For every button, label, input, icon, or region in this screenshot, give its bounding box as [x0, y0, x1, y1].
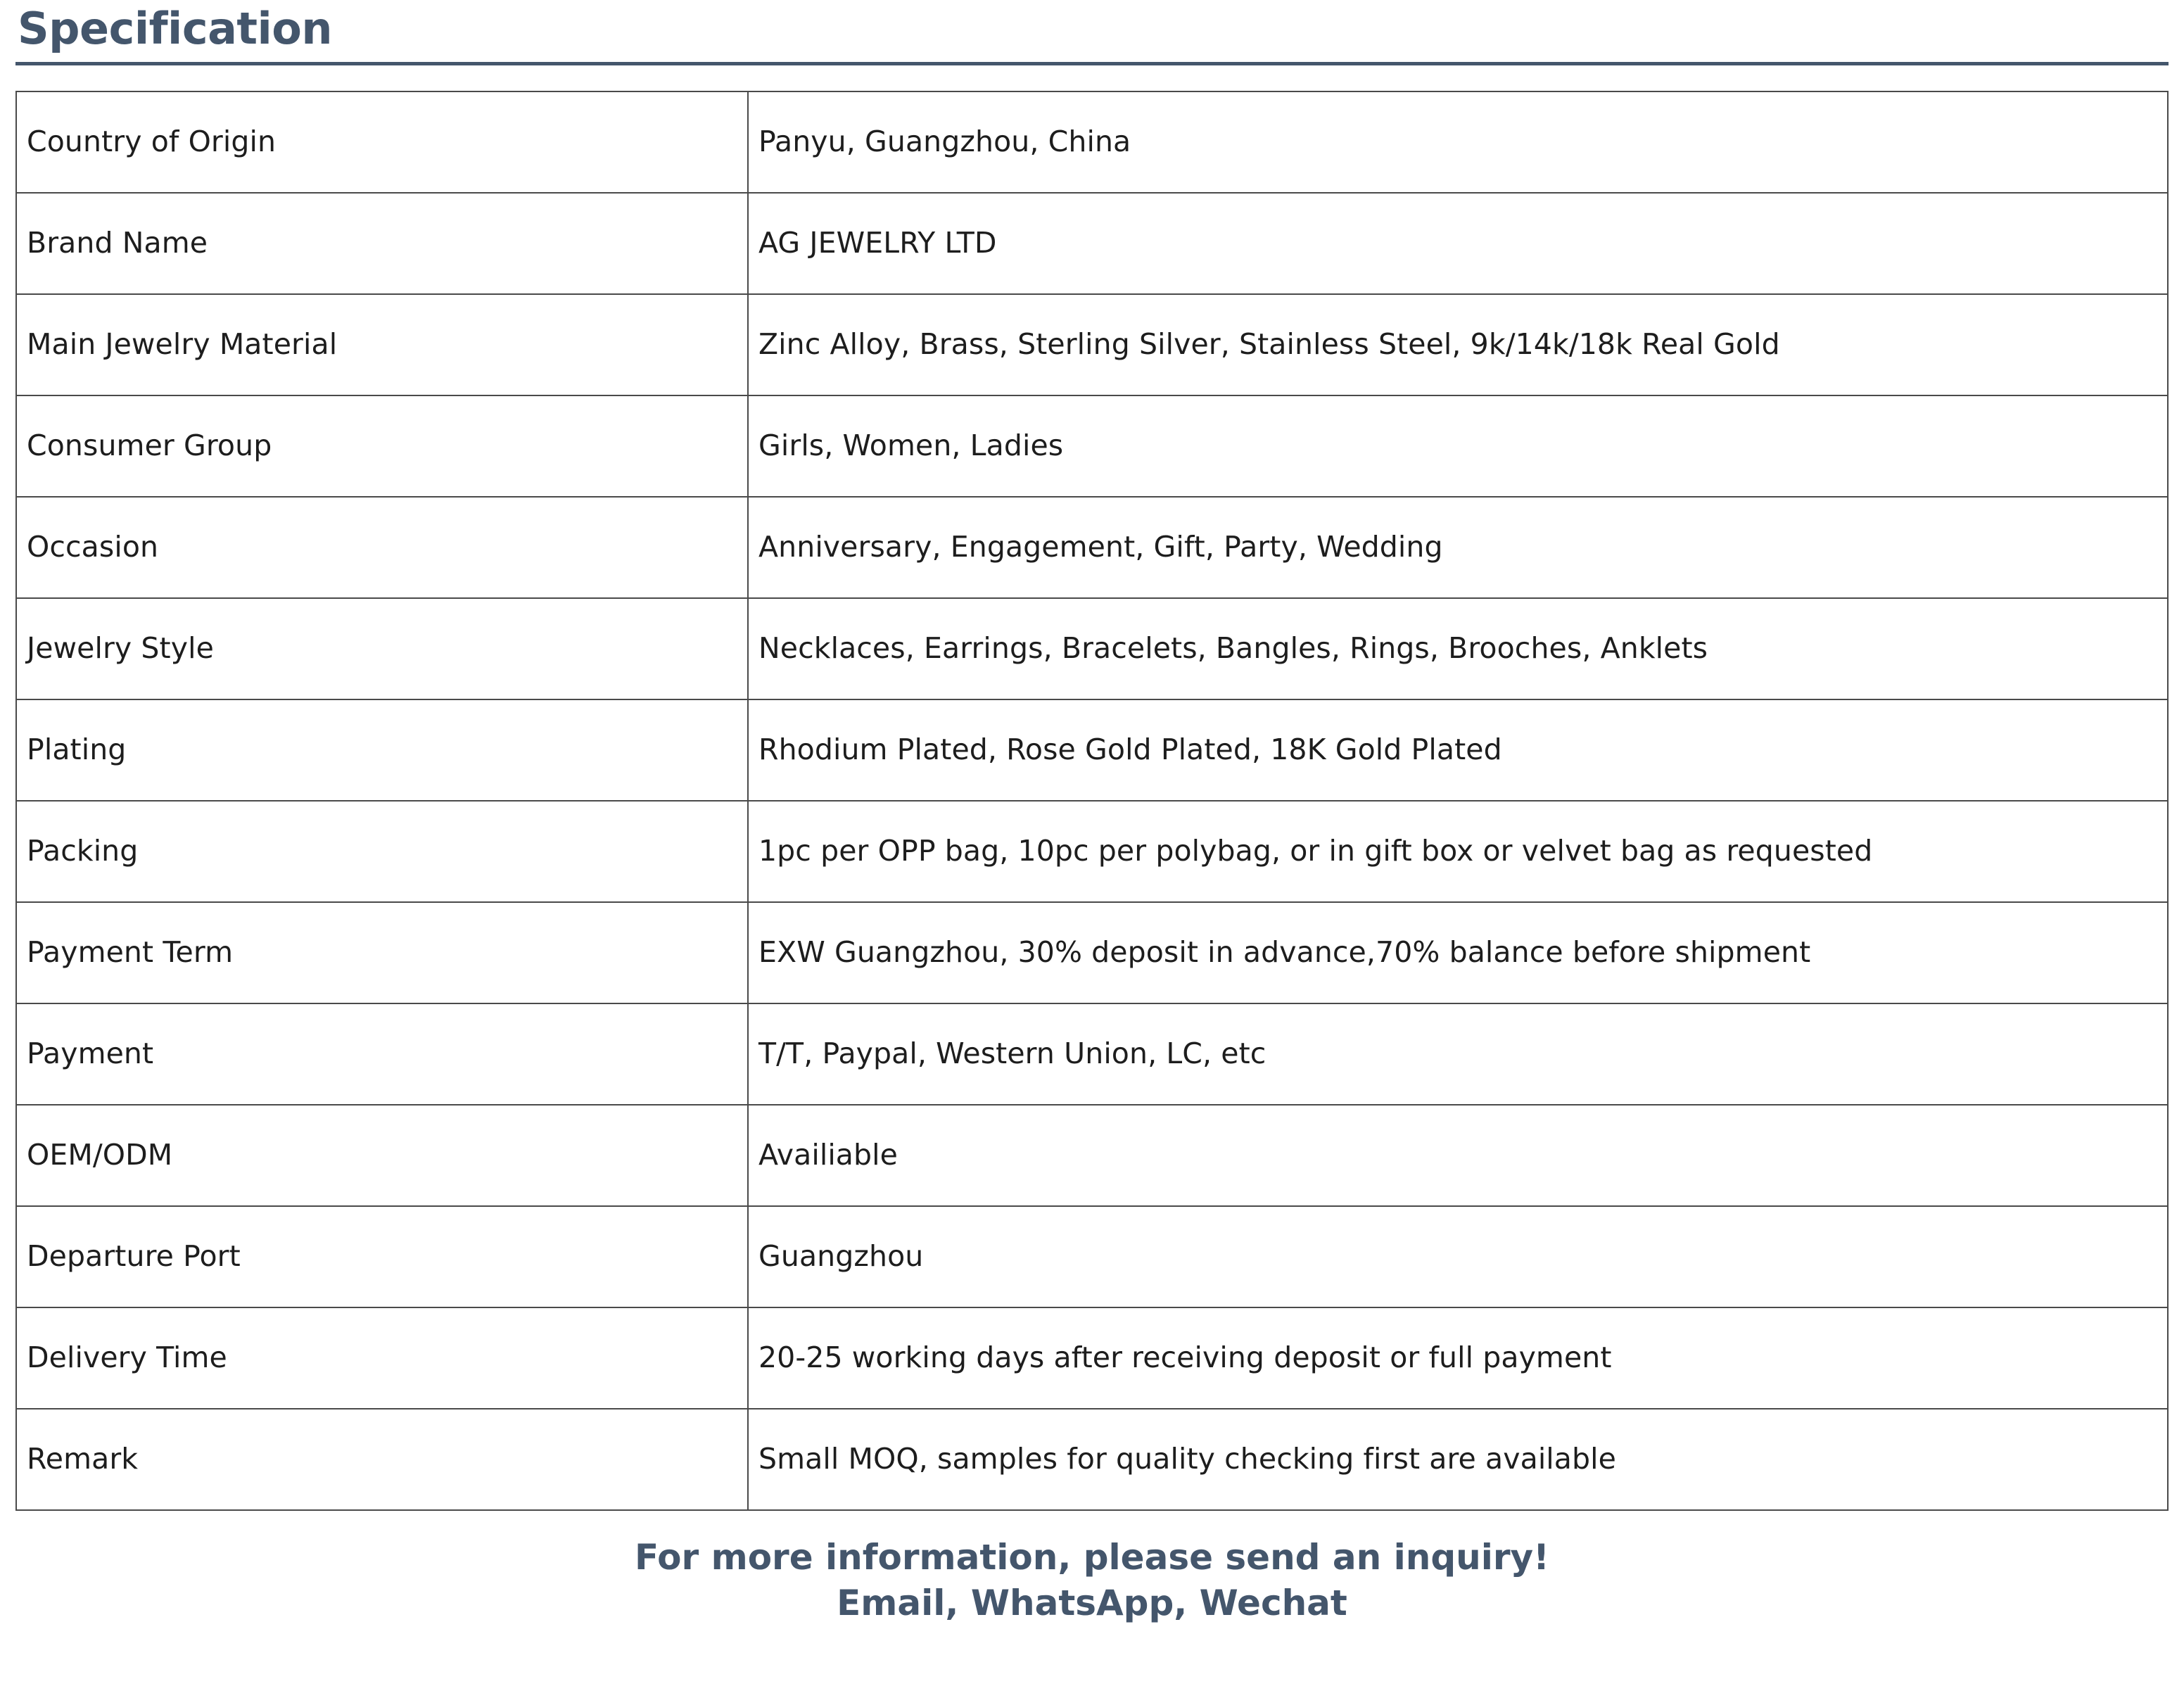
- spec-label: Brand Name: [16, 193, 748, 294]
- spec-value: Rhodium Plated, Rose Gold Plated, 18K Gold Plated: [748, 699, 2168, 801]
- table-row: [16, 91, 2168, 193]
- spec-value: Anniversary, Engagement, Gift, Party, Wedding: [748, 497, 2168, 598]
- spec-value: 1pc per OPP bag, 10pc per polybag, or in gift box or velvet bag as requested: [748, 801, 2168, 902]
- spec-label: Jewelry Style: [16, 598, 748, 699]
- spec-value: T/T, Paypal, Western Union, LC, etc: [748, 1003, 2168, 1105]
- page-title: Specification: [18, 3, 333, 54]
- spec-label: Consumer Group: [16, 395, 748, 497]
- spec-value: Necklaces, Earrings, Bracelets, Bangles, Rings, Brooches, Anklets: [748, 598, 2168, 699]
- table-row: [16, 699, 2168, 801]
- spec-label: Remark: [16, 1409, 748, 1510]
- spec-label: Plating: [16, 699, 748, 801]
- table-row: [16, 497, 2168, 598]
- spec-value: Girls, Women, Ladies: [748, 395, 2168, 497]
- spec-label: Packing: [16, 801, 748, 902]
- table-row: [16, 1105, 2168, 1206]
- spec-value: Zinc Alloy, Brass, Sterling Silver, Stainless Steel, 9k/14k/18k Real Gold: [748, 294, 2168, 395]
- spec-label: Country of Origin: [16, 91, 748, 193]
- table-row: [16, 395, 2168, 497]
- table-row: [16, 902, 2168, 1003]
- table-row: [16, 1206, 2168, 1307]
- table-row: [16, 1307, 2168, 1409]
- title-divider: [15, 62, 2169, 65]
- footer-line-2: Email, WhatsApp, Wechat: [837, 1583, 1347, 1623]
- spec-value: 20-25 working days after receiving deposit or full payment: [748, 1307, 2168, 1409]
- table-row: [16, 801, 2168, 902]
- spec-value: Availiable: [748, 1105, 2168, 1206]
- spec-label: Departure Port: [16, 1206, 748, 1307]
- spec-label: OEM/ODM: [16, 1105, 748, 1206]
- spec-value: Panyu, Guangzhou, China: [748, 91, 2168, 193]
- specification-table: [15, 91, 2169, 1511]
- spec-label: Delivery Time: [16, 1307, 748, 1409]
- spec-label: Main Jewelry Material: [16, 294, 748, 395]
- table-row: [16, 598, 2168, 699]
- spec-label: Payment: [16, 1003, 748, 1105]
- table-row: [16, 193, 2168, 294]
- table-row: [16, 1409, 2168, 1510]
- spec-value: Guangzhou: [748, 1206, 2168, 1307]
- table-row: [16, 294, 2168, 395]
- spec-value: EXW Guangzhou, 30% deposit in advance,70% balance before shipment: [748, 902, 2168, 1003]
- footer-line-1: For more information, please send an inquiry!: [635, 1537, 1549, 1578]
- spec-value: Small MOQ, samples for quality checking first are available: [748, 1409, 2168, 1510]
- specification-table-body: [16, 91, 2168, 1510]
- footer-inquiry: [15, 1535, 2169, 1626]
- spec-value: AG JEWELRY LTD: [748, 193, 2168, 294]
- spec-label: Occasion: [16, 497, 748, 598]
- table-row: [16, 1003, 2168, 1105]
- spec-label: Payment Term: [16, 902, 748, 1003]
